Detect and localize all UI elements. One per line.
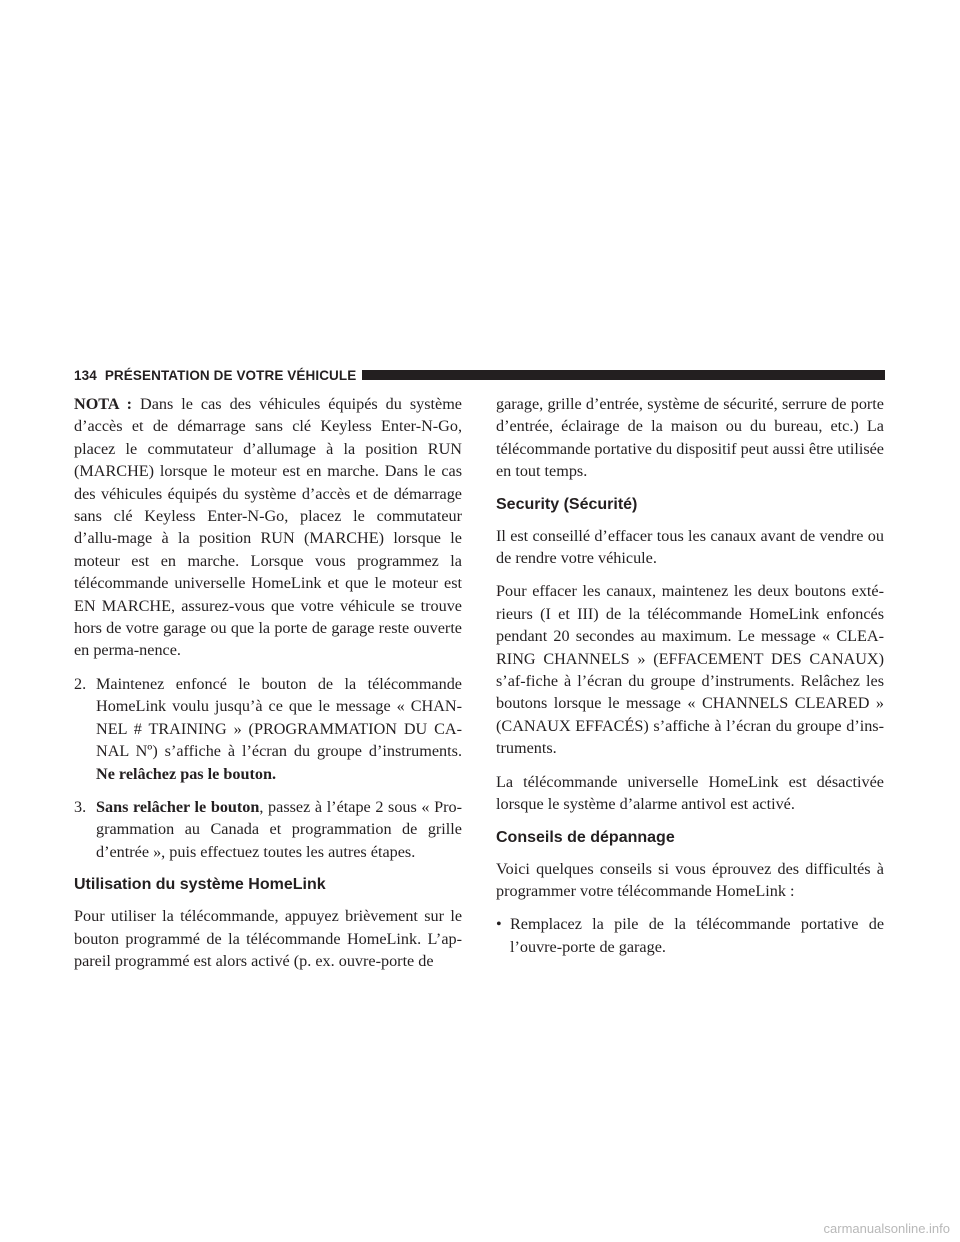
page-number: 134 [74,367,97,383]
step-3-text: , passez à l’étape 2 sous « Pro-grammation au Canada et programmation de grille d’entrée », puis effectuez toutes les autres étapes. [96,797,462,861]
step-2-text: Maintenez enfoncé le bouton de la télécommande HomeLink voulu jusqu’à ce que le message « CHAN-NEL # TRAINING » (PROGRAMMATION DU CA-NAL Nº) s’affiche à l’écran du groupe d’instruments. [96,674,462,761]
section-title: PRÉSENTATION DE VOTRE VÉHICULE [104,367,357,383]
security-paragraph-1: Il est conseillé d’effacer tous les canaux avant de vendre ou de rendre votre véhicule. [496,526,884,568]
homelink-paragraph: Pour utiliser la télécommande, appuyez brièvement sur le bouton programmé de la télécommande HomeLink. L’ap-pareil programmé est alors activé (p. ex. ouvre-porte de [74,907,462,970]
bullet-mark: • [496,915,502,934]
security-paragraph-2: Pour effacer les canaux, maintenez les deux boutons exté-rieurs (I et III) de la télécommande HomeLink enfoncés pendant 20 secondes au maximum. Le message « CLEA-RING CHANNELS » (EFFACEMENT DES CANAUX) s’af-fiche à l’écran du groupe d’instruments. Relâchez les boutons lorsque le message « CHANNELS CLEARED » (CANAUX EFFACÉS) s’affiche à l’écran du groupe d’ins-truments. [496,582,884,758]
nota-text: Dans le cas des véhicules équipés du système d’accès et de démarrage sans clé Keyless Enter-N-Go, placez le commutateur d’allumage à la position RUN (MARCHE) lorsque le moteur est en marche. Dans le cas des véhicules équipés du système d’accès et de démarrage sans clé Keyless Enter-N-Go, placez le commutateur d’allu-mage à la position RUN (MARCHE) lorsque le moteur est en marche. Lorsque vous programmez la télécommande universelle HomeLink et que le moteur est EN MARCHE, assurez-vous que votre véhicule se trouve hors de votre garage ou que la porte de garage reste ouverte en perma-nence. [74,395,462,660]
continued-paragraph: garage, grille d’entrée, système de sécurité, serrure de porte d’entrée, éclairage de la maison ou du bureau, etc.) La télécommande portative du dispositif peut aussi être utilisée en tout temps. [496,395,884,481]
step-3 [74,796,462,863]
nota-label: NOTA : [74,395,133,413]
nota-paragraph [74,393,462,662]
step-2-number: 2. [74,674,87,693]
step-2-bold: Ne relâchez pas le bouton. [96,764,276,783]
bullet-text: Remplacez la pile de la télécommande portative de l’ouvre-porte de garage. [510,915,884,956]
watermark: carmanualsonline.info [823,1221,950,1236]
heading-troubleshooting: Conseils de dépannage [496,828,675,846]
heading-homelink: Utilisation du système HomeLink [74,876,326,894]
left-column [74,393,462,983]
step-3-bold: Sans relâcher le bouton [96,797,260,816]
security-paragraph-3: La télécommande universelle HomeLink est désactivée lorsque le système d’alarme antivol est activé. [496,772,884,814]
troubleshooting-intro: Voici quelques conseils si vous éprouvez des difficultés à programmer votre télécommande HomeLink : [496,859,884,900]
step-3-number: 3. [74,797,87,816]
bullet-item [496,913,884,958]
step-2 [74,673,462,785]
header-rule [362,370,885,380]
heading-security: Security (Sécurité) [496,495,638,513]
right-column [496,393,884,958]
page-header [74,366,885,384]
